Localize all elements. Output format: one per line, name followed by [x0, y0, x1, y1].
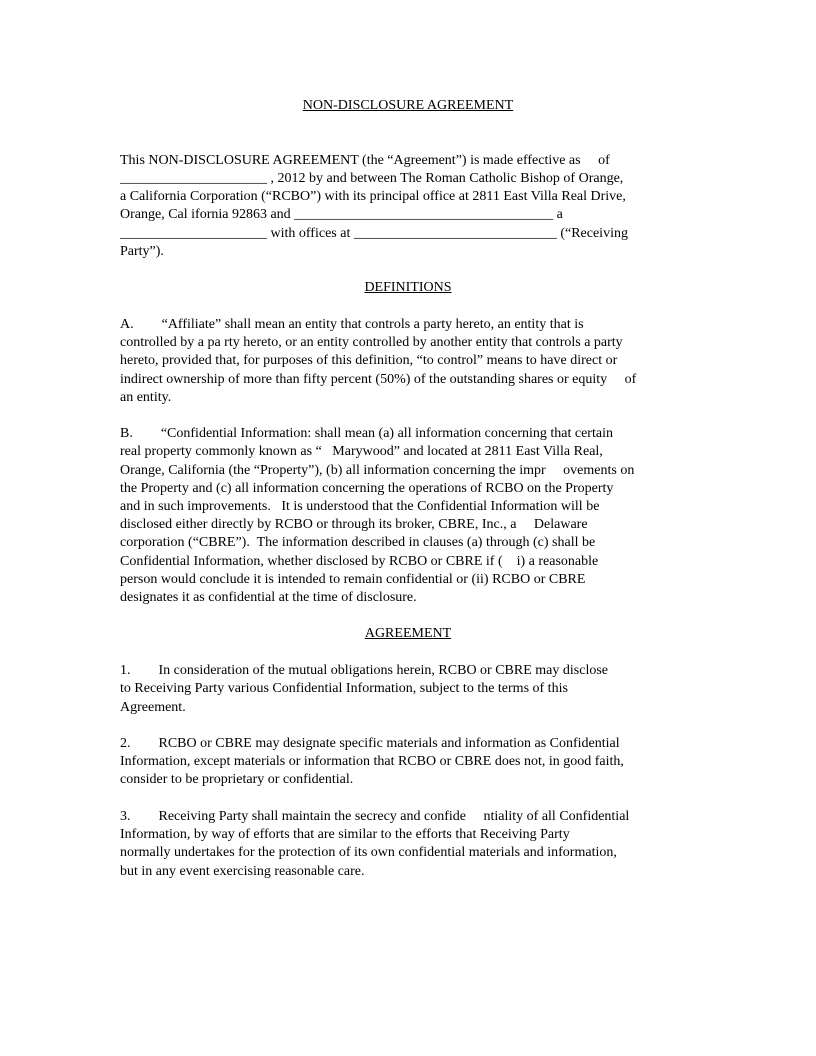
clause-3-line: Information, by way of efforts that are similar to the efforts that Receiving Party [120, 827, 570, 842]
definitions-heading: DEFINITIONS [364, 280, 452, 295]
definition-b-line: real property commonly known as “ Marywood” and located at 2811 East Villa Real, [120, 444, 603, 459]
definition-a-line: controlled by a pa rty hereto, or an entity controlled by another entity that controls a party [120, 335, 623, 350]
clause-2-line: 2. RCBO or CBRE may designate specific materials and information as Confidential [120, 736, 620, 751]
definition-b-line: and in such improvements. It is understood that the Confidential Information will be [120, 499, 600, 514]
intro-line: This NON-DISCLOSURE AGREEMENT (the “Agreement”) is made effective as of [120, 153, 610, 168]
intro-line: _____________________ , 2012 by and between The Roman Catholic Bishop of Orange, [120, 171, 624, 186]
definition-b-line: person would conclude it is intended to remain confidential or (ii) RCBO or CBRE [120, 572, 586, 587]
clause-2-line: consider to be proprietary or confidential. [120, 772, 354, 787]
definition-a-line: A. “Affiliate” shall mean an entity that controls a party hereto, an entity that is [120, 317, 584, 332]
definition-b-line: Confidential Information, whether disclosed by RCBO or CBRE if ( i) a reasonable [120, 554, 599, 569]
intro-line: Party”). [120, 244, 164, 259]
intro-line: _____________________ with offices at _____________________________ (“Receiving [120, 226, 628, 241]
clause-3-line: but in any event exercising reasonable care. [120, 864, 365, 879]
clause-1-line: Agreement. [120, 700, 186, 715]
clause-1-line: to Receiving Party various Confidential Information, subject to the terms of this [120, 681, 568, 696]
definition-a-line: an entity. [120, 390, 172, 405]
definition-b-line: designates it as confidential at the time of disclosure. [120, 590, 417, 605]
intro-line: Orange, Cal ifornia 92863 and _____________________________________ a [120, 207, 563, 222]
definition-b-line: corporation (“CBRE”). The information described in clauses (a) through (c) shall be [120, 535, 596, 550]
clause-2-line: Information, except materials or information that RCBO or CBRE does not, in good faith, [120, 754, 624, 769]
clause-3-line: 3. Receiving Party shall maintain the secrecy and confide ntiality of all Confidential [120, 809, 630, 824]
definition-a-line: indirect ownership of more than fifty percent (50%) of the outstanding shares or equity of [120, 372, 637, 387]
clause-3-line: normally undertakes for the protection of its own confidential materials and information, [120, 845, 617, 860]
definition-b-line: Orange, California (the “Property”), (b) all information concerning the impr ovements on [120, 463, 635, 478]
agreement-heading: AGREEMENT [364, 626, 452, 641]
definition-b-line: disclosed either directly by RCBO or through its broker, CBRE, Inc., a Delaware [120, 517, 588, 532]
definition-a-line: hereto, provided that, for purposes of this definition, “to control” means to have direct or [120, 353, 618, 368]
intro-line: a California Corporation (“RCBO”) with its principal office at 2811 East Villa Real Drive, [120, 189, 626, 204]
clause-1-line: 1. In consideration of the mutual obligations herein, RCBO or CBRE may disclose [120, 663, 608, 678]
definition-b-line: B. “Confidential Information: shall mean (a) all information concerning that certain [120, 426, 613, 441]
document-title: NON-DISCLOSURE AGREEMENT [302, 98, 514, 113]
definition-b-line: the Property and (c) all information concerning the operations of RCBO on the Property [120, 481, 614, 496]
